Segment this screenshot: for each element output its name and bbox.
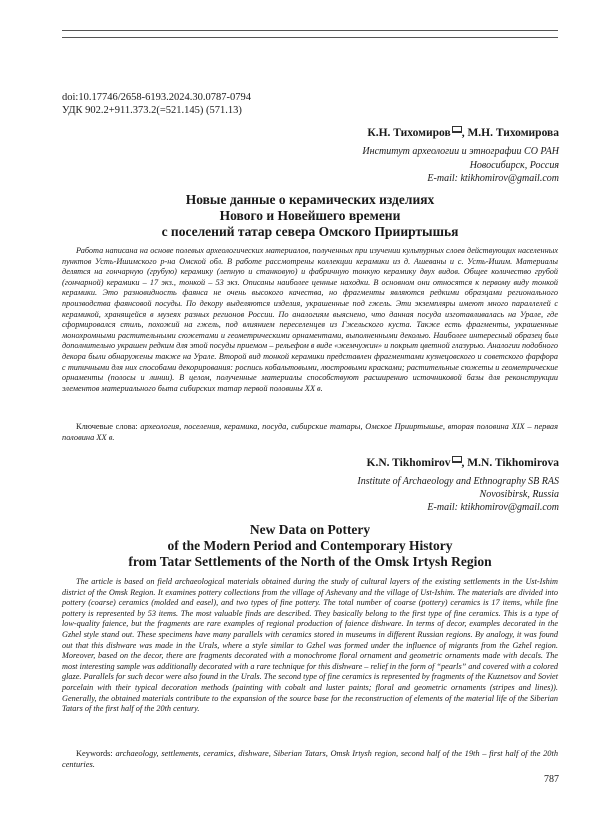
ru-keywords-text: археология, поселения, керамика, посуда, сибирские татары, Омское Прииртышье, вторая половина XIX – первая половина XX в. bbox=[62, 422, 559, 442]
ru-authors bbox=[367, 126, 559, 140]
udk-code: УДК 902.2+911.373.2(=521.145) (571.13) bbox=[62, 105, 242, 116]
envelope-icon bbox=[452, 456, 462, 463]
ru-author-2: , М.Н. Тихомирова bbox=[461, 127, 559, 139]
doi[interactable]: doi:10.17746/2658-6193.2024.30.0787-0794 bbox=[62, 92, 251, 103]
en-keywords-label: Keywords: bbox=[76, 749, 113, 758]
en-keywords-text: archaeology, settlements, ceramics, dishware, Siberian Tatars, Omsk Irtysh region, second half of the 19th – first half of the 20th centuries. bbox=[62, 749, 559, 769]
en-institute: Institute of Archaeology and Ethnography SB RAS bbox=[357, 476, 559, 487]
en-title-line: New Data on Pottery bbox=[249, 522, 371, 537]
ru-keywords-label: Ключевые слова: bbox=[76, 422, 138, 431]
ru-title-line: Новые данные о керамических изделиях bbox=[185, 192, 435, 207]
en-title-line: of the Modern Period and Contemporary History bbox=[167, 538, 453, 553]
header-rule-top bbox=[62, 30, 558, 31]
en-abstract-text: The article is based on field archaeological materials obtained during the study of cultural layers of the existing settlements in the Ust-Ishim district of the Omsk Region. It examines pottery collections from the village of Ashevany and the village of Ust-Ishim. The materials are divided into pottery (coarse) ceramics (molded and easel), and two types of fine pottery. The total number of coarse (pottery) ceramics is 17 items, while fine pottery is represented by 53 items. The most valuable finds are described. They basically belong to the first type of fine ceramics. This is a type of low-quality faience, but the fragments are rare examples of regional production of faience dishware. In terms of decor, examples decorated in the Gzhel style stand out. These specimens have many parallels with ceramics stored in museums in different Russian regions. By analogy, it was found out that this dishware was made in the Urals, where a style similar to Gzhel was formed under the influence of migrants from the Gzhel region. Moreover, based on the decor, there are fragments decorated with a monochrome floral ornament and geometric ornaments made with decals. The most interesting sample was additionally decorated with a rare technique for this dishware – relief in the form of “pearls” and covered with a colored glaze. Parallels for such decor were also found in the Urals. The second type of fine ceramics is represented by fragments of the Kuznetsov and Soviet porcelain with their typical decoration methods (painting with cobalt and luster paints; floral and geometric ornaments (stripes and lines)). Generally, the obtained materials contribute to the expansion of the source base for the reconstruction of elements of the material life of the Siberian Tatars of the first half of the 20th century. bbox=[62, 577, 558, 714]
en-email[interactable]: E-mail: ktikhomirov@gmail.com bbox=[427, 502, 559, 513]
ru-abstract bbox=[62, 246, 558, 394]
header-rule-bottom bbox=[62, 37, 558, 38]
ru-city: Новосибирск, Россия bbox=[469, 160, 559, 171]
en-title-line: from Tatar Settlements of the North of the Omsk Irtysh Region bbox=[128, 554, 492, 569]
ru-author-1: К.Н. Тихомиров bbox=[367, 127, 451, 139]
ru-keywords bbox=[62, 421, 558, 443]
en-authors bbox=[367, 456, 560, 470]
ru-title-line: Нового и Новейшего времени bbox=[219, 208, 401, 223]
en-city: Novosibirsk, Russia bbox=[479, 489, 559, 500]
envelope-icon bbox=[452, 126, 462, 133]
en-keywords bbox=[62, 748, 558, 770]
ru-institute: Институт археологии и этнографии СО РАН bbox=[362, 146, 559, 157]
ru-email[interactable]: E-mail: ktikhomirov@gmail.com bbox=[427, 173, 559, 184]
en-title bbox=[62, 522, 558, 570]
ru-abstract-text: Работа написана на основе полевых археологических материалов, полученных при изучении культурных слоев действующих населенных пунктов Усть-Ишимского р-на Омской обл. В работе рассмотрены коллекции керамики из д. Ашеваны и с. Усть-Ишим. Материалы делятся на гончарную (грубую) керамику (лепную и станковую) и фабричную тонкую керамику двух видов. Общее количество грубой (гончарной) керамики – 17 экз., тонкой – 53 экз. Описаны наиболее ценные находки. В основном они относятся к первому виду тонкой керамики. Это разновидность фаянса не очень высокого качества, но фрагменты являются редкими образцами регионального производства фаянсовой посуды. По декору выделяются изделия, украшенные под гжель. Эти экземпляры имеют много параллелей с керамикой, хранящейся в музеях разных регионов России. По аналогиям выяснено, что данная посуда изготавливалась на Урале, где сформировался стиль, похожий на гжель, под влиянием переселенцев из Гжельского куста. Также есть фрагменты, украшенные монохромными растительными сюжетами и геометрическими орнаментами, выполненными деколью. Наиболее интересный образец был дополнительно украшен редким для этой посуды приемом – рельефом в виде «жемчужин» и покрыт цветной глазурью. Аналогии подобного декора были обнаружены также на Урале. Второй вид тонкой керамики представлен фрагментами кузнецовского и советского фарфора с типичными для них способами декорирования: роспись кобальтовыми, люстровыми красками; растительные сюжеты и геометрические орнаменты (полосы и линии). В целом, полученные материалы способствуют расширению источниковой базы для реконструкции элементов материального быта сибирских татар первой половины XX в. bbox=[62, 246, 558, 393]
en-author-2: , M.N. Tikhomirova bbox=[461, 457, 559, 469]
en-author-1: K.N. Tikhomirov bbox=[366, 457, 451, 469]
en-abstract bbox=[62, 577, 558, 715]
ru-title-line: с поселений татар севера Омского Прииртышья bbox=[161, 224, 459, 239]
page-number: 787 bbox=[544, 774, 559, 785]
ru-title bbox=[62, 192, 558, 240]
